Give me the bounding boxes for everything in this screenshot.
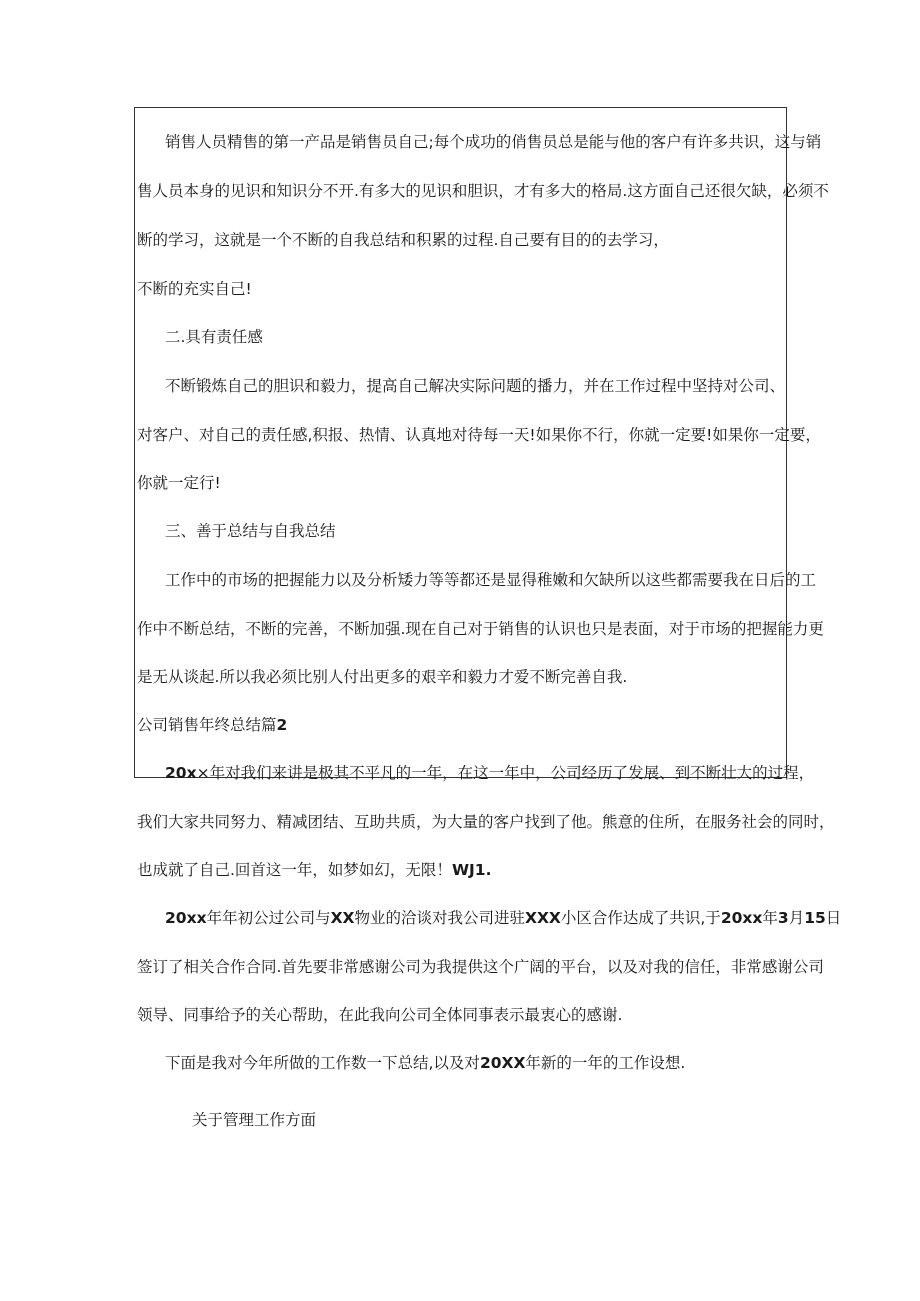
text-span: 日	[825, 909, 842, 927]
text-span: 年	[762, 909, 778, 927]
bold-token: WJ1.	[451, 861, 492, 879]
bold-token: XX	[330, 909, 355, 927]
text-span: 年新的一年的工作设想.	[525, 1054, 686, 1072]
bold-token: 20XX	[479, 1054, 526, 1072]
bold-token: 20xx	[165, 909, 207, 927]
text-line: 工作中的市场的把握能力以及分析矮力等等都还是显得稚嫩和欠缺所以这些都需要我在日后的工	[165, 571, 817, 589]
text-line: 签订了相关合作合同.首先要非常感谢公司为我提供这个广阔的平台，以及对我的信任，非常感谢公司	[137, 958, 824, 976]
year-token: 20x	[165, 764, 197, 782]
bold-token: 15	[804, 909, 826, 927]
bold-token: XXX	[525, 909, 561, 927]
text-span: 小区合作达成了共识,于	[560, 909, 721, 927]
text-line: 不断的充实自己!	[137, 280, 252, 298]
article-title-text: 公司销售年终总结篇	[137, 716, 277, 734]
bold-token: 20xx	[720, 909, 763, 927]
text-span: 物业的洽谈对我公司进驻	[354, 909, 526, 927]
text-line	[165, 908, 841, 928]
text-line	[165, 1053, 685, 1073]
text-line: 是无从谈起.所以我必须比别人付出更多的艰辛和毅力才爱不断完善自我.	[137, 668, 628, 686]
text-line: 作中不断总结，不断的完善，不断加强.现在自己对于销售的认识也只是表面，对于市场的把握能力更	[137, 620, 824, 638]
section-heading: 二.具有责任感	[165, 328, 263, 346]
text-span: ×年对我们来讲是极其不平凡的一年，在这一年中，公司经历了发展、到不断壮大的过程，	[196, 764, 815, 782]
section-heading: 三、善于总结与自我总结	[165, 522, 336, 540]
text-line: 断的学习，这就是一个不断的自我总结和积累的过程.自己要有目的的去学习，	[137, 231, 669, 249]
footer-heading: 关于管理工作方面	[192, 1111, 317, 1129]
text-span: 下面是我对今年所做的工作数一下总结,以及对	[165, 1054, 480, 1072]
text-line: 对客户、对自己的责任感,积报、热情、认真地对待每一天!如果你不行，你就一定要!如果你一定要，	[137, 426, 821, 444]
bold-token: 3	[777, 909, 789, 927]
text-line: 不断锻炼自己的胆识和毅力，提高自己解决实际问题的播力，并在工作过程中坚持对公司、	[165, 377, 786, 395]
article-title-number: 2	[276, 716, 288, 734]
text-span: 月	[788, 909, 805, 927]
text-line: 售人员本身的见识和知识分不开.有多大的见识和胆识，才有多大的格局.这方面自己还很欠缺，必须不	[137, 182, 829, 200]
text-line: 销售人员精售的第一产品是销售员自己;每个成功的俏售员总是能与他的客户有许多共识，这与销	[165, 133, 822, 151]
text-line: 领导、同事给予的关心帮助，在此我向公司全体同事表示最衷心的感谢.	[137, 1006, 623, 1024]
text-span: 也成就了自己.回首这一年，如梦如幻，无限！	[137, 861, 452, 879]
text-line: 我们大家共同努力、精减团结、互助共质，为大量的客户找到了他。熊意的住所，在服务社会的同时，	[137, 813, 835, 831]
text-line	[137, 860, 491, 880]
article-title	[137, 715, 287, 735]
text-line	[165, 763, 814, 783]
text-span: 年年初公过公司与	[206, 909, 331, 927]
text-line: 你就一定行!	[137, 474, 221, 492]
